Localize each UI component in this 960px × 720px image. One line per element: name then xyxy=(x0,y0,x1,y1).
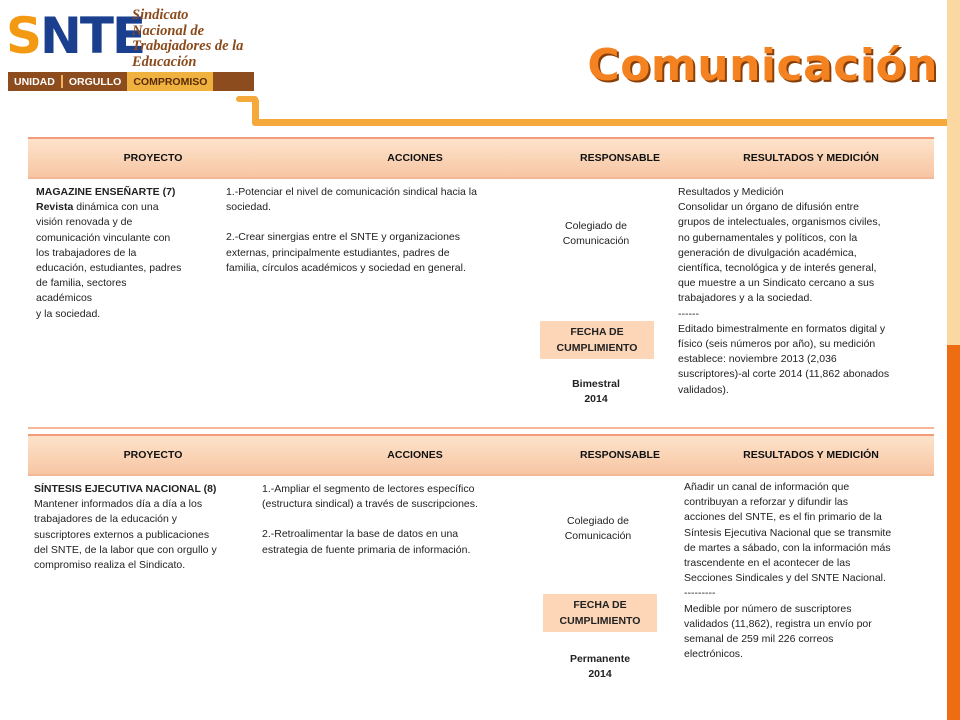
column-responsable: RESPONSABLE xyxy=(580,449,660,461)
resultado-line: Editado bimestralmente en formatos digital y xyxy=(678,322,886,335)
proyecto-line: del SNTE, de la labor que con orgullo y xyxy=(34,543,217,556)
resultado-line: no gubernamentales y políticos, con la xyxy=(678,231,858,244)
column-acciones: ACCIONES xyxy=(387,152,443,164)
proyecto-cell xyxy=(36,185,226,322)
logo-letters-nte: NTE xyxy=(40,7,145,65)
side-accent-bar xyxy=(947,0,960,345)
logo-name xyxy=(6,7,144,65)
resultado-line: Secciones Sindicales y del SNTE Nacional. xyxy=(684,572,886,585)
column-acciones: ACCIONES xyxy=(387,449,443,461)
acciones-cell xyxy=(262,482,532,558)
accion-line: sociedad. xyxy=(226,201,271,214)
table-header xyxy=(28,137,934,177)
logo-line-2: Nacional de xyxy=(132,22,205,39)
resultado-line: electrónicos. xyxy=(684,648,743,661)
fecha-line: 2014 xyxy=(584,393,608,406)
fecha-label-line: CUMPLIMIENTO xyxy=(556,342,638,354)
fecha-line: 2014 xyxy=(588,668,612,681)
responsable-line: Comunicación xyxy=(562,235,630,248)
page-title: Comunicación xyxy=(587,40,938,91)
table-row xyxy=(28,177,934,427)
resultado-line: que muestre a un Sindicato cercano a sus xyxy=(678,277,875,290)
resultado-line: Añadir un canal de información que xyxy=(684,481,850,493)
proyecto-line: trabajadores de la educación y xyxy=(34,513,178,526)
resultado-line: Resultados y Medición xyxy=(678,186,784,198)
logo-line-4: Educación xyxy=(132,53,197,70)
resultado-line: físico (seis números por año), su medición xyxy=(678,338,876,351)
resultado-line: generación de divulgación académica, xyxy=(678,246,857,259)
resultado-line: validados). xyxy=(678,383,729,396)
resultado-line: de martes a sábado, con la información más xyxy=(684,541,891,554)
resultado-line: Medible por número de suscriptores xyxy=(684,602,852,615)
proyecto-cell xyxy=(34,482,256,573)
accion-line: 2.-Retroalimentar la base de datos en una xyxy=(262,528,459,541)
resultado-line: Consolidar un órgano de difusión entre xyxy=(678,201,859,214)
column-proyecto: PROYECTO xyxy=(123,152,183,164)
resultado-line: acciones del SNTE, es el fin primario de la xyxy=(684,511,882,524)
column-resultados: RESULTADOS Y MEDICIÓN xyxy=(743,449,879,461)
fecha-label-line: CUMPLIMIENTO xyxy=(559,615,641,627)
table-bottom-border xyxy=(28,427,934,429)
motto-orgullo: ORGULLO xyxy=(68,75,122,88)
project-table-1 xyxy=(28,137,934,427)
column-responsable: RESPONSABLE xyxy=(580,152,660,164)
proyecto-line: de familia, sectores xyxy=(36,277,127,290)
column-resultados: RESULTADOS Y MEDICIÓN xyxy=(743,152,879,164)
proyecto-line: educación, estudiantes, padres xyxy=(36,262,182,275)
accion-line: familia, círculos académicos y sociedad en general. xyxy=(226,261,466,274)
resultado-line: Síntesis Ejecutiva Nacional que se transmite xyxy=(684,526,892,539)
accion-line: estrategia de fuente primaria de información. xyxy=(262,543,471,556)
proyecto-line: compromiso realiza el Sindicato. xyxy=(34,559,186,572)
logo-motto-band xyxy=(8,72,254,91)
logo-line-3: Trabajadores de la xyxy=(132,38,244,54)
resultado-line: validados (11,862), registra un envío por xyxy=(684,617,872,630)
proyecto-line: Mantener informados día a día a los xyxy=(34,498,203,511)
responsable-line: Comunicación xyxy=(564,530,632,543)
proyecto-line: académicos xyxy=(36,292,93,305)
accion-line: 1.-Potenciar el nivel de comunicación sindical hacia la xyxy=(226,186,477,198)
resultado-line: ------ xyxy=(678,307,699,320)
resultado-line: trascendente en el acontecer de las xyxy=(684,557,851,570)
column-proyecto: PROYECTO xyxy=(123,449,183,461)
accion-line: externas, principalmente estudiantes, padres de xyxy=(226,246,450,259)
accion-line: 1.-Ampliar el segmento de lectores específico xyxy=(262,483,475,495)
resultados-cell xyxy=(678,185,934,398)
proyecto-line: comunicación vinculante con xyxy=(36,231,171,244)
logo-letter-s: S xyxy=(6,7,41,65)
fecha-label-line: FECHA DE xyxy=(573,599,627,611)
resultado-line: científica, tecnológica y de interés general, xyxy=(678,262,877,275)
resultado-line: trabajadores y a la sociedad. xyxy=(678,292,813,305)
project-table-2 xyxy=(28,434,934,720)
proyecto-bold-word: Revista xyxy=(36,201,74,214)
fecha-cumplimiento-value xyxy=(540,652,660,682)
proyecto-line xyxy=(36,200,226,215)
responsable-line: Colegiado de xyxy=(567,515,629,527)
decorative-line xyxy=(252,119,960,126)
snte-logo xyxy=(6,4,256,92)
logo-line-1: Sindicato xyxy=(132,7,189,23)
fecha-cumplimiento-value xyxy=(538,377,654,407)
responsable-cell xyxy=(540,514,656,544)
proyecto-line: suscriptores externos a publicaciones xyxy=(34,528,210,541)
responsable-cell xyxy=(538,219,654,249)
fecha-cumplimiento-label xyxy=(540,321,654,359)
table-row xyxy=(28,474,934,720)
resultado-line: grupos de intelectuales, organismos civiles, xyxy=(678,216,881,229)
fecha-label-line: FECHA DE xyxy=(570,326,624,338)
proyecto-title: MAGAZINE ENSEÑARTE (7) xyxy=(36,186,176,198)
resultado-line: suscriptores)-al corte 2014 (11,862 abonados xyxy=(678,368,890,381)
motto-unidad: UNIDAD xyxy=(14,75,55,88)
proyecto-line: visión renovada y de xyxy=(36,216,133,229)
acciones-cell xyxy=(226,185,526,276)
proyecto-line: los trabajadores de la xyxy=(36,246,137,259)
table-header xyxy=(28,434,934,474)
logo-subtitle xyxy=(132,8,243,70)
resultados-cell xyxy=(684,480,934,662)
fecha-line: Permanente xyxy=(569,653,631,665)
resultado-line: --------- xyxy=(684,587,716,600)
responsable-line: Colegiado de xyxy=(565,220,627,232)
proyecto-title: SÍNTESIS EJECUTIVA NACIONAL (8) xyxy=(34,483,217,495)
fecha-cumplimiento-label xyxy=(543,594,657,632)
logo-wordmark xyxy=(6,6,144,66)
fecha-line: Bimestral xyxy=(572,378,620,390)
resultado-line: contribuyan a reforzar y difundir las xyxy=(684,496,848,509)
resultado-line: semanal de 259 mil 226 correos xyxy=(684,633,834,646)
accion-line: 2.-Crear sinergias entre el SNTE y organizaciones xyxy=(226,231,461,244)
motto-compromiso: COMPROMISO xyxy=(127,72,213,91)
resultado-line: establece: noviembre 2013 (2,036 xyxy=(678,353,837,366)
accion-line: (estructura sindical) a través de suscripciones. xyxy=(262,498,478,511)
proyecto-text: dinámica con una xyxy=(73,201,159,214)
side-accent-bar xyxy=(947,345,960,720)
proyecto-line: y la sociedad. xyxy=(36,307,101,320)
